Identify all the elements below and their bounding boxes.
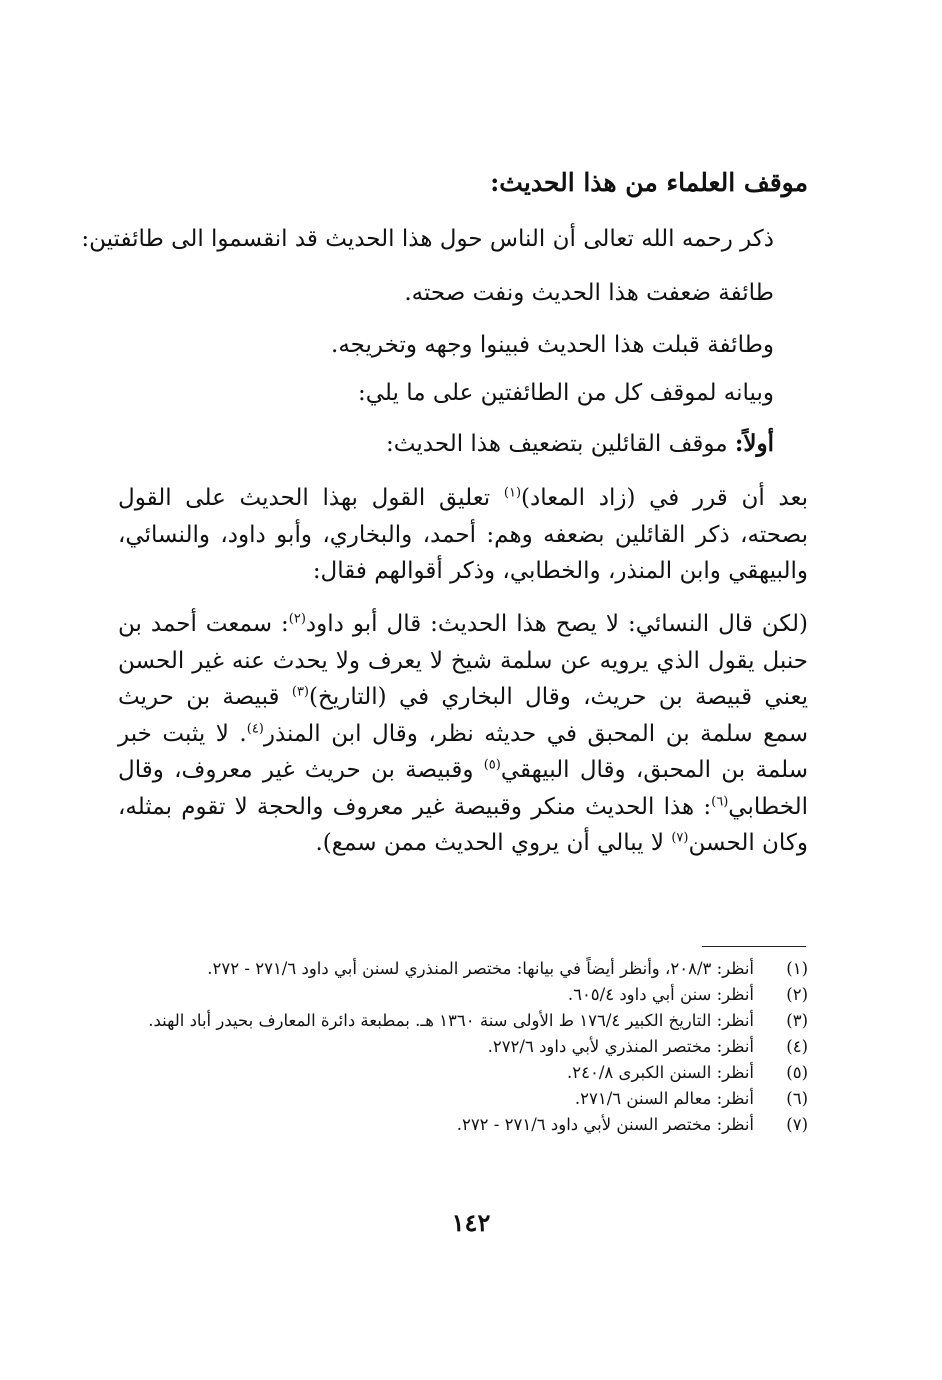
footnote-ref-4: (٤) — [246, 720, 264, 736]
footnote-ref-1: (١) — [503, 485, 522, 501]
footnote-ref-6: (٦) — [711, 793, 729, 809]
footnote-number: (٣) — [786, 1011, 808, 1030]
footnote-text: أنظر: معالم السنن ٢٧١/٦. — [574, 1089, 754, 1108]
paragraph-1-text-b: تعليق القول بهذا الحديث على القول بصحته، ذكر القائلين بضعفه وهم: أحمد، والبخاري، وأبو داود، والنسائي، والبيهقي وابن المنذر، والخطابي، وذكر أقوالهم فقال: — [118, 485, 808, 584]
footnote-number: (٧) — [786, 1115, 808, 1134]
intro-line-4: وبيانه لموقف كل من الطائفتين على ما يلي: — [357, 380, 774, 406]
section-heading: موقف العلماء من هذا الحديث: — [490, 168, 808, 197]
footnote-text: أنظر: سنن أبي داود ٦٠٥/٤. — [567, 985, 754, 1004]
quote-text-3: قبيصة بن حريث سمع سلمة بن المحبق في حديثه نظر، وقال ابن المنذر — [118, 684, 808, 747]
footnote-item — [118, 1060, 808, 1086]
paragraph-1 — [118, 480, 808, 590]
quote-text-2: : سمعت أحمد بن حنبل يقول الذي يرويه عن سلمة شيخ لا يعرف ولا يحدث عنه غير الحسن يعني قبيصة بن حريث، وقال البخاري في (التاريخ) — [118, 611, 809, 710]
subsection-lead: أولاً: — [734, 430, 774, 457]
footnote-item — [118, 1112, 808, 1138]
footnote-number: (٢) — [786, 985, 808, 1004]
footnote-divider — [702, 946, 806, 947]
intro-line-1: ذكر رحمه الله تعالى أن الناس حول هذا الحديث قد انقسموا الى طائفتين: — [81, 226, 774, 252]
quote-text-1: (لكن قال النسائي: لا يصح هذا الحديث: قال أبو داود — [305, 611, 808, 637]
footnote-number: (٦) — [786, 1089, 808, 1108]
footnote-ref-3: (٣) — [291, 684, 309, 700]
footnote-text: أنظر: ٢٠٨/٣، وأنظر أيضاً في بيانها: مختصر المنذري لسنن أبي داود ٢٧١/٦ - ٢٧٢. — [207, 959, 754, 978]
footnote-text: أنظر: مختصر السنن لأبي داود ٢٧١/٦ - ٢٧٢. — [456, 1115, 754, 1134]
quote-text-4: . لا يثبت خبر سلمة بن المحبق، وقال البيهقي — [118, 720, 809, 783]
quote-text-7: لا يبالي أن يروي الحديث ممن سمع). — [315, 830, 672, 856]
intro-line-2: طائفة ضعفت هذا الحديث ونفت صحته. — [404, 280, 774, 306]
footnote-item — [118, 982, 808, 1008]
footnote-text: أنظر: مختصر المنذري لأبي داود ٢٧٢/٦. — [487, 1037, 754, 1056]
footnotes — [118, 956, 808, 1138]
footnote-ref-5: (٥) — [483, 757, 501, 773]
footnote-item — [118, 956, 808, 982]
subsection-title: موقف القائلين بتضعيف هذا الحديث: — [386, 431, 728, 457]
footnote-ref-2: (٢) — [288, 611, 306, 627]
quote-text-5: وقبيصة بن حريث غير معروف، وقال الخطابي — [118, 757, 808, 820]
footnote-text: أنظر: التاريخ الكبير ١٧٦/٤ ط الأولى سنة ١٣٦٠ هـ. بمطبعة دائرة المعارف بحيدر أباد الهند. — [148, 1011, 754, 1030]
quote-text-6: : هذا الحديث منكر وقبيصة غير معروف والحجة لا تقوم بمثله، وكان الحسن — [118, 793, 808, 856]
page-number: ١٤٢ — [451, 1208, 491, 1237]
footnote-item — [118, 1008, 808, 1034]
footnote-item — [118, 1086, 808, 1112]
paragraph-2-quote — [118, 606, 808, 862]
footnote-text: أنظر: السنن الكبرى ٢٤٠/٨. — [567, 1063, 754, 1082]
footnote-number: (١) — [786, 959, 808, 978]
footnote-number: (٥) — [786, 1063, 808, 1082]
subsection-heading — [134, 430, 774, 457]
footnote-number: (٤) — [786, 1037, 808, 1056]
footnote-ref-7: (٧) — [671, 830, 689, 846]
footnote-item — [118, 1034, 808, 1060]
paragraph-1-text-a: بعد أن قرر في (زاد المعاد) — [521, 485, 808, 511]
intro-line-3: وطائفة قبلت هذا الحديث فبينوا وجهه وتخريجه. — [331, 332, 774, 358]
